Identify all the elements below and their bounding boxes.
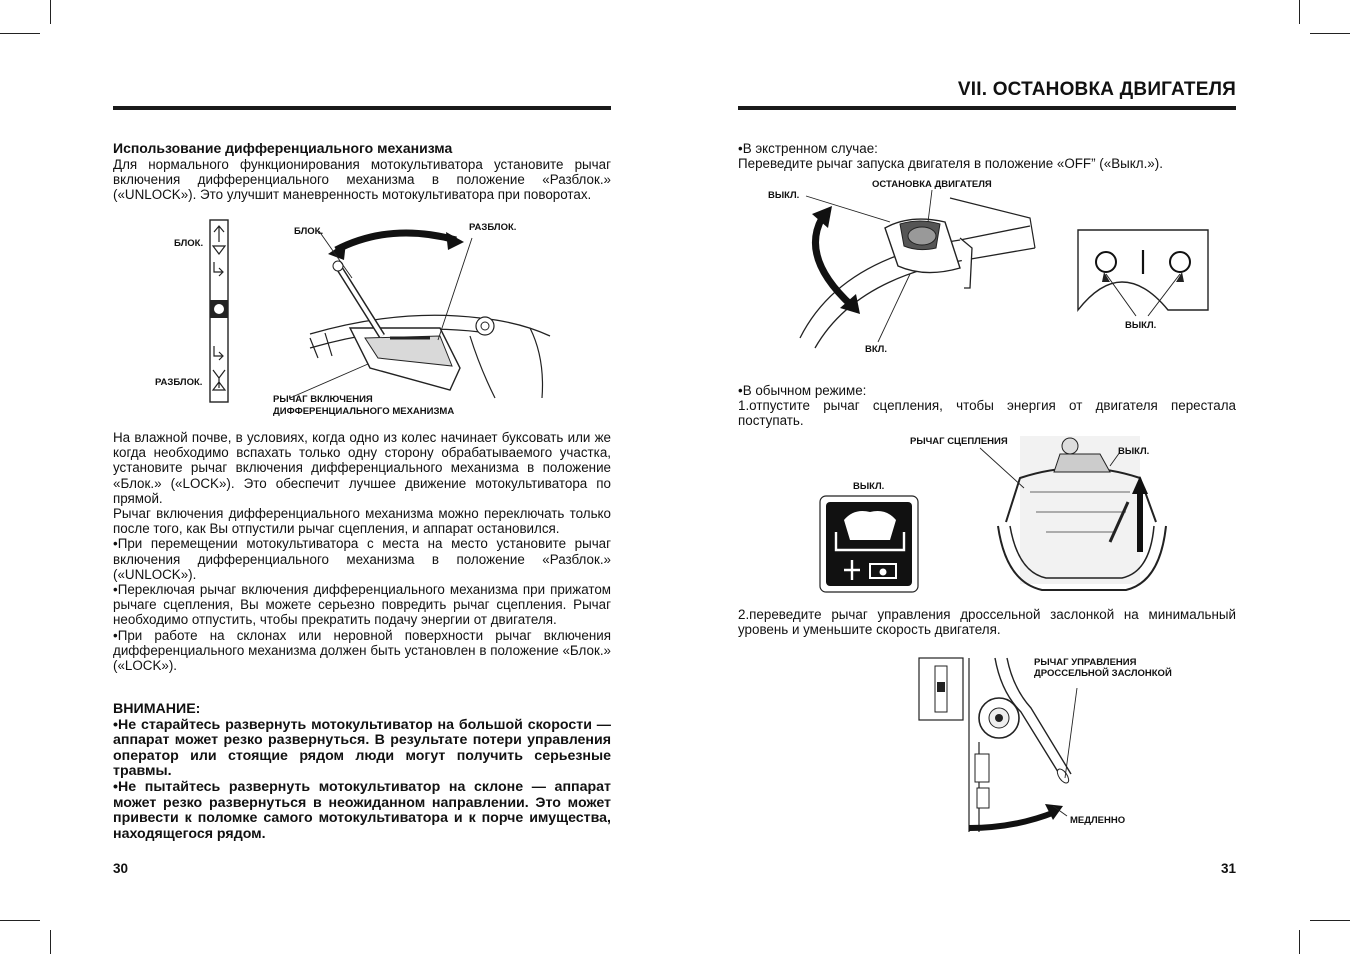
label-lever-line2: ДИФФЕРЕНЦИАЛЬНОГО МЕХАНИЗМА	[273, 406, 455, 417]
crop-mark	[50, 930, 51, 954]
body-text-left	[113, 430, 611, 673]
label-lever-line1: РЫЧАГ ВКЛЮЧЕНИЯ	[273, 394, 373, 405]
crop-mark	[1299, 930, 1300, 954]
engine-stop-figure	[760, 178, 1220, 358]
warning-title: ВНИМАНИЕ:	[113, 701, 201, 717]
page-title: VII. ОСТАНОВКА ДВИГАТЕЛЯ	[957, 79, 1236, 100]
paragraph-switching: Рычаг включения дифференциального механизма можно переключать только после того, как Вы отпустили рычаг сцепления, и аппарат остановился.	[113, 506, 611, 537]
normal-block	[738, 383, 1236, 429]
crop-mark	[0, 33, 40, 34]
label-unlock-top: РАЗБЛОК.	[469, 222, 517, 233]
page-number-left: 30	[113, 861, 129, 876]
warning-slope: •Не пытайтесь развернуть мотокультиватор на склоне — аппарат может резко развернуться в неожиданном направлении. Это может привести к поломке самого мотокультиватора и к порче имущества, находящегося рядом.	[113, 778, 611, 842]
step-1: 1.отпустите рычаг сцепления, чтобы энергия от двигателя перестала поступать.	[738, 398, 1236, 429]
bullet-moving: •При перемещении мотокультиватора с места на место установите рычаг включения дифференциального механизма в положение «Разблок.» («UNLOCK»).	[113, 536, 611, 582]
label-off-clutch: ВЫКЛ.	[1118, 446, 1150, 457]
label-on-switch: ВКЛ.	[865, 344, 887, 355]
bullet-clutch: •Переключая рычаг включения дифференциального механизма при прижатом рычаге сцепления, Вы можете серьезно повредить рычаг сцепления. Рычаг необходимо отпустить, чтобы прекратить подачу энергии от двигателя.	[113, 582, 611, 628]
label-lock-left: БЛОК.	[174, 238, 204, 249]
header-rule-left	[113, 106, 611, 110]
label-unlock-left: РАЗБЛОК.	[155, 377, 203, 388]
label-throttle	[1034, 657, 1172, 679]
label-lever	[273, 394, 454, 418]
label-throttle-line1: РЫЧАГ УПРАВЛЕНИЯ	[1034, 657, 1137, 668]
warning-block	[113, 702, 611, 842]
label-stop-engine: ОСТАНОВКА ДВИГАТЕЛЯ	[872, 179, 992, 190]
header-rule-right	[738, 106, 1236, 110]
label-clutch-lever: РЫЧАГ СЦЕПЛЕНИЯ	[910, 436, 1008, 447]
label-off-panel: ВЫКЛ.	[1125, 320, 1157, 331]
section-title: Использование дифференциального механизма	[113, 140, 453, 156]
normal-heading: •В обычном режиме:	[738, 383, 867, 398]
label-off-switch: ВЫКЛ.	[768, 190, 800, 201]
emergency-block	[738, 141, 1236, 171]
paragraph-wet-soil: На влажной почве, в условиях, когда одно из колес начинает буксовать или же когда необходимо вспахать только одну сторону обрабатываемого участка, установите рычаг включения дифференциального механизма в положение «Блок.» («LOCK»). Это обеспечит лучшее движение мотокультиватора по прямой.	[113, 430, 611, 506]
crop-mark	[1299, 0, 1300, 24]
label-slow: МЕДЛЕННО	[1070, 815, 1126, 826]
emergency-heading: •В экстренном случае:	[738, 141, 878, 156]
throttle-figure	[915, 652, 1155, 837]
label-off-icon: ВЫКЛ.	[853, 481, 885, 492]
intro-paragraph: Для нормального функционирования мотокультиватора установите рычаг включения дифференциального механизма в положение «Разблок.» («UNLOCK»). Это улучшит маневренность мотокультиватора при поворотах.	[113, 157, 611, 203]
bullet-slopes: •При работе на склонах или неровной поверхности рычаг включения дифференциального механизма должен быть установлен в положение «Блок.» («LOCK»).	[113, 627, 611, 674]
label-lock-top: БЛОК.	[294, 226, 324, 237]
page-number-right: 31	[1220, 861, 1236, 876]
crop-mark	[50, 0, 51, 24]
emergency-text: Переведите рычаг запуска двигателя в положение «OFF” («Выкл.»).	[738, 156, 1163, 172]
label-throttle-line2: ДРОССЕЛЬНОЙ ЗАСЛОНКОЙ	[1034, 668, 1172, 679]
crop-mark	[1310, 33, 1350, 34]
warning-speed: •Не старайтесь развернуть мотокультиватор на большой скорости — аппарат может резко развернуться. В результате потери управления оператор или стоящие рядом люди могут получить серьезные травмы.	[113, 716, 611, 780]
step-2: 2.переведите рычаг управления дроссельной заслонкой на минимальный уровень и уменьшите скорость двигателя.	[738, 607, 1236, 638]
crop-mark	[1310, 920, 1350, 921]
crop-mark	[0, 920, 40, 921]
differential-figure	[150, 218, 620, 418]
